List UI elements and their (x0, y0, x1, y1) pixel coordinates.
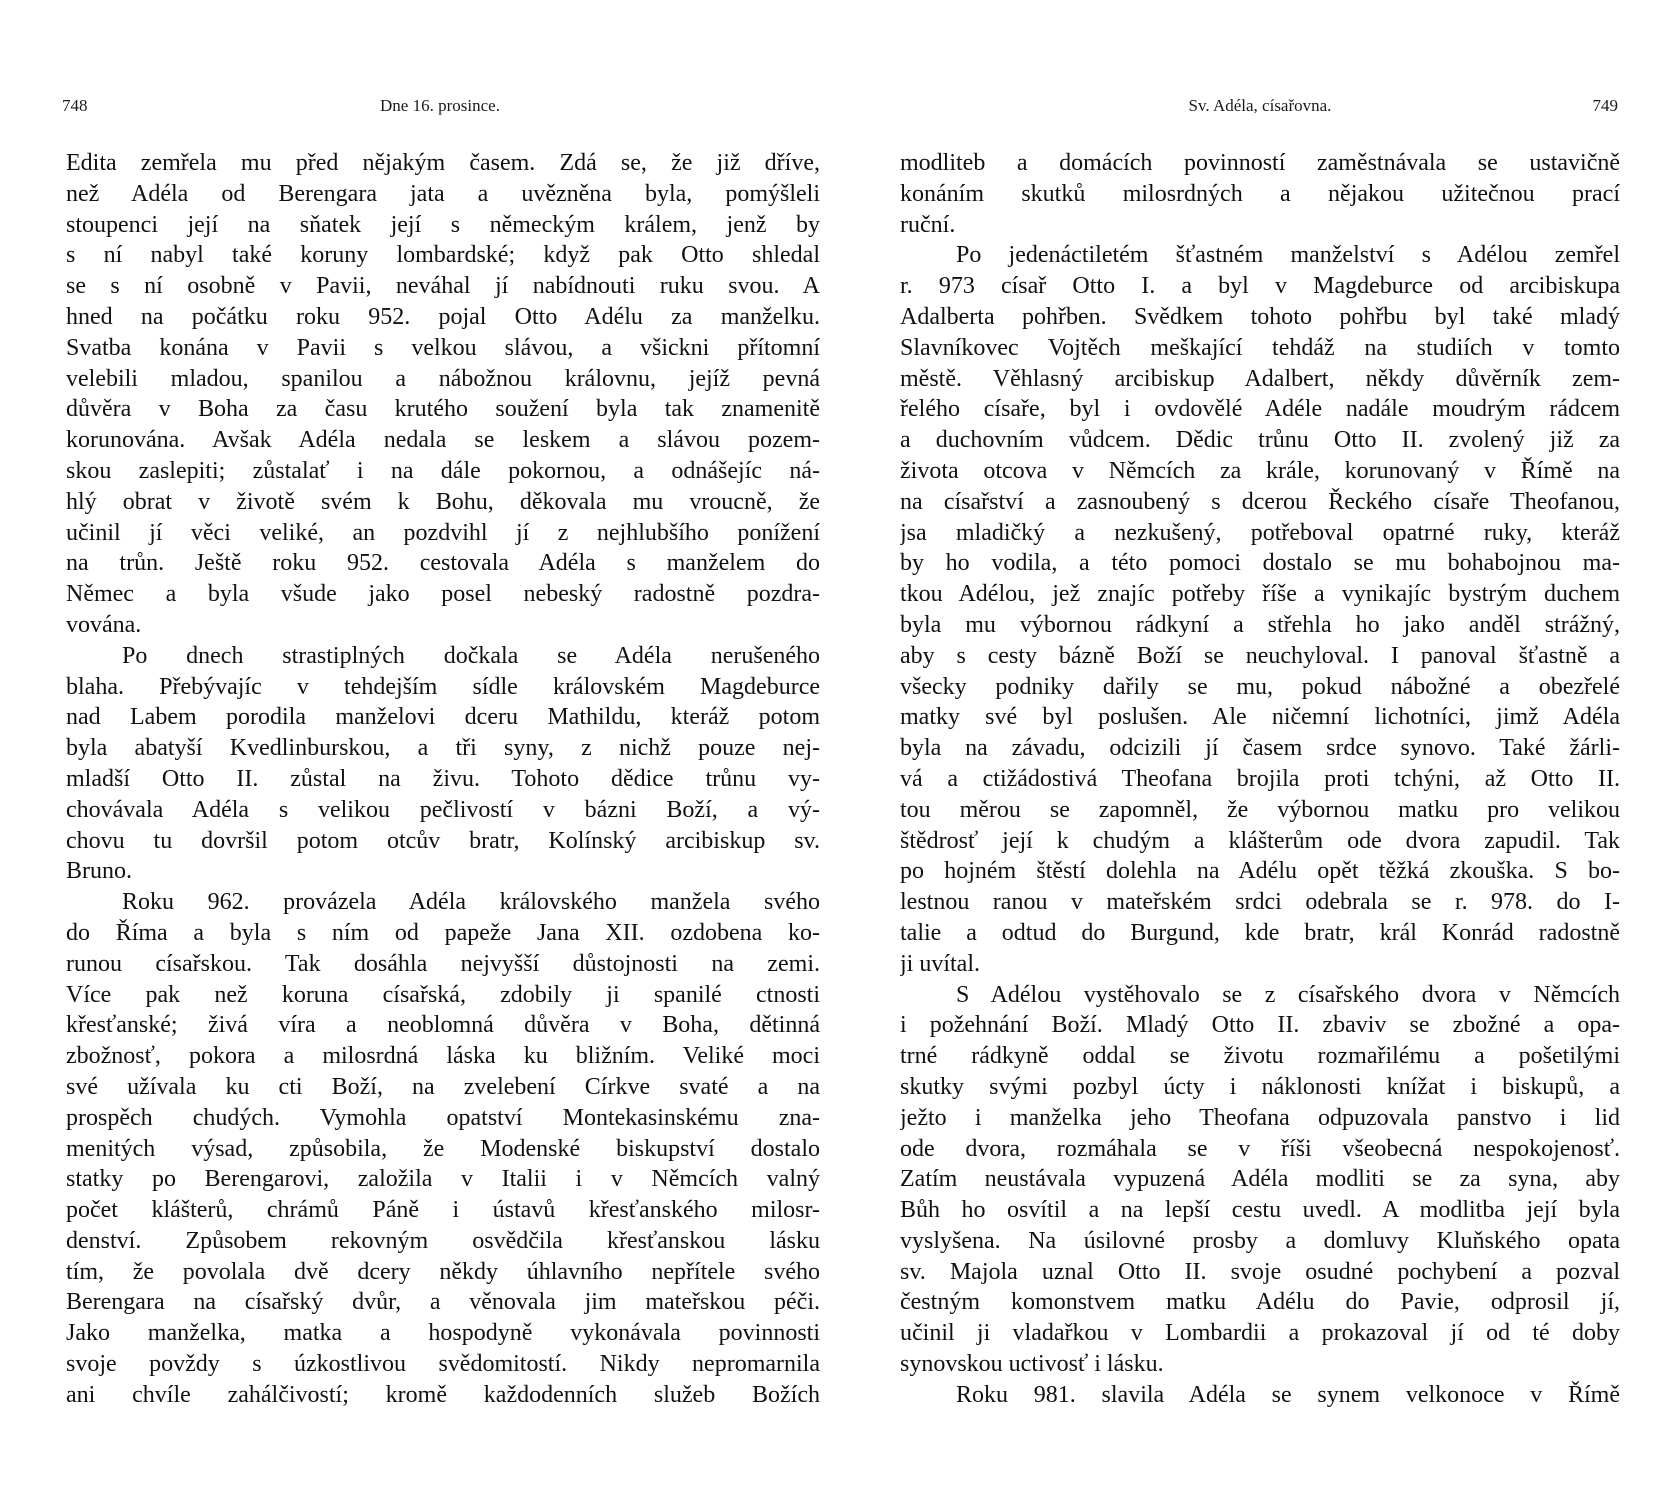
text-line: modliteb a domácích povinností zaměstnávala se ustavičně (900, 150, 1620, 176)
page-number-left: 748 (62, 96, 88, 115)
text-line: ode dvora, rozmáhala se v říši všeobecná nespokojenosť. (900, 1135, 1620, 1162)
text-line: synovskou uctivosť i lásku. (900, 1351, 1164, 1378)
text-line: sv. Majola uznal Otto II. svoje osudné pochybení a pozval (900, 1258, 1620, 1285)
text-line: byla abatyší Kvedlinburskou, a tři syny, z nichž pouze nej- (66, 735, 820, 762)
text-line: nad Labem porodila manželovi dceru Mathildu, kteráž potom (66, 704, 820, 731)
text-line: vá a ctižádostivá Theofana brojila proti tchýni, až Otto II. (900, 765, 1620, 792)
text-line: denství. Způsobem rekovným osvědčila křesťanskou lásku (66, 1227, 820, 1254)
text-line: r. 973 císař Otto I. a byl v Magdeburce od arcibiskupa (900, 273, 1620, 300)
text-line: čestným komonstvem matku Adélu do Pavie, odprosil jí, (900, 1289, 1620, 1316)
text-line: Jako manželka, matka a hospodyně vykonávala povinnosti (66, 1320, 820, 1347)
running-title-left: Dne 16. prosince. (380, 96, 500, 115)
text-line: skutky svými pozbyl úcty i náklonosti knížat i biskupů, a (900, 1073, 1620, 1100)
text-line: tkou Adélou, jež znajíc potřeby říše a vynikajíc bystrým duchem (900, 581, 1620, 608)
left-page-body (66, 148, 820, 1411)
text-line: lestnou ranou v mateřském srdci odebrala se r. 978. do I- (900, 889, 1620, 916)
text-line: tou měrou se zapomněl, že výbornou matku pro velikou (900, 796, 1620, 823)
text-line: života otcova v Němcích za krále, korunovaný v Římě na (900, 457, 1620, 484)
text-line: chovávala Adéla s velikou pečlivostí v bázni Boží, a vý- (66, 796, 820, 823)
left-page (60, 0, 820, 1500)
text-line: na trůn. Ještě roku 952. cestovala Adéla s manželem do (66, 550, 820, 577)
text-line: by ho vodila, a této pomoci dostalo se mu bohabojnou ma- (900, 550, 1620, 577)
text-line: ježto i manželka jeho Theofana odpuzovala panstvo i lid (900, 1104, 1620, 1131)
text-line: talie a odtud do Burgund, kde bratr, král Konrád radostně (900, 919, 1620, 946)
page-number-right: 749 (1592, 96, 1618, 115)
text-line: statky po Berengarovi, založila v Italii i v Němcích valný (66, 1166, 820, 1193)
text-line: štědrosť její k chudým a klášterům ode dvora zapudil. Tak (900, 827, 1620, 854)
text-line: konáním skutků milosrdných a nějakou užitečnou prací (900, 180, 1620, 207)
text-line: hlý obrat v životě svém k Bohu, děkovala mu vroucně, že (66, 488, 820, 515)
text-line: vována. (66, 611, 142, 638)
text-line: S Adélou vystěhovalo se z císařského dvora v Němcích (956, 981, 1620, 1008)
text-line: zbožnosť, pokora a milosrdná láska ku bližním. Veliké moci (66, 1043, 820, 1070)
text-line: než Adéla od Berengara jata a uvězněna byla, pomýšleli (66, 180, 820, 207)
text-line: s ní nabyl také koruny lombardské; když pak Otto shledal (66, 242, 820, 269)
text-line: aby s cesty bázně Boží se neuchyloval. I panoval šťastně a (900, 642, 1620, 669)
running-head-left (60, 96, 820, 120)
text-line: i požehnání Boží. Mladý Otto II. zbaviv se zbožné a opa- (900, 1012, 1620, 1039)
text-line: byla na závadu, odcizili jí časem srdce synovo. Také žárli- (900, 735, 1620, 762)
text-line: Bůh ho osvítil a na lepší cestu uvedl. A modlitba její byla (900, 1197, 1620, 1224)
text-line: ruční. (900, 211, 956, 238)
text-line: menitých výsad, způsobila, že Modenské biskupství dostalo (66, 1135, 820, 1162)
text-line: ji uvítal. (900, 950, 980, 977)
right-page (900, 0, 1620, 1500)
text-line: vyslyšena. Na úsilovné prosby a domluvy Kluňského opata (900, 1227, 1620, 1254)
text-line: matky své byl poslušen. Ale ničemní lichotníci, jimž Adéla (900, 704, 1620, 731)
text-line: se s ní osobně v Pavii, neváhal jí nabídnouti ruku svou. A (66, 273, 820, 300)
text-line: hned na počátku roku 952. pojal Otto Adélu za manželku. (66, 303, 820, 330)
text-line: svoje povždy s úzkostlivou svědomitostí. Nikdy nepromarnila (66, 1351, 820, 1378)
text-line: učinil ji vladařkou v Lombardii a prokazoval jí od té doby (900, 1320, 1620, 1347)
text-line: Slavníkovec Vojtěch meškající tehdáž na studiích v tomto (900, 334, 1620, 361)
text-line: důvěra v Boha za času krutého soužení byla tak znamenitě (66, 396, 820, 423)
text-line: a duchovním vůdcem. Dědic trůnu Otto II. zvolený již za (900, 427, 1620, 454)
text-line: stoupenci její na sňatek její s německým králem, jenž by (66, 211, 820, 238)
text-line: učinil jí věci veliké, an pozdvihl jí z nejhlubšího ponížení (66, 519, 820, 546)
text-line: po hojném štěstí dolehla na Adélu opět těžká zkouška. S bo- (900, 858, 1620, 885)
text-line: velebili mladou, spanilou a nábožnou královnu, jejíž pevná (66, 365, 820, 392)
text-line: tím, že povolala dvě dcery někdy úhlavního nepřítele svého (66, 1258, 820, 1285)
text-line: byla mu výbornou rádkyní a střehla ho jako anděl strážný, (900, 611, 1620, 638)
running-title-right: Sv. Adéla, císařovna. (1188, 96, 1332, 115)
text-line: chovu tu dovršil potom otcův bratr, Kolínský arcibiskup sv. (66, 827, 820, 854)
text-line: runou císařskou. Tak dosáhla nejvyšší důstojnosti na zemi. (66, 950, 820, 977)
text-line: Roku 962. provázela Adéla královského manžela svého (122, 889, 820, 916)
text-line: trné rádkyně oddal se životu rozmařilému a pošetilými (900, 1043, 1620, 1070)
text-line: počet klášterů, chrámů Páně i ústavů křesťanského milosr- (66, 1197, 820, 1224)
text-line: do Říma a byla s ním od papeže Jana XII. ozdobena ko- (66, 919, 820, 946)
text-line: Berengara na císařský dvůr, a věnovala jim mateřskou péči. (66, 1289, 820, 1316)
text-line: Svatba konána v Pavii s velkou slávou, a všickni přítomní (66, 334, 820, 361)
text-line: městě. Věhlasný arcibiskup Adalbert, někdy důvěrník zem- (900, 365, 1620, 392)
text-line: mladší Otto II. zůstal na živu. Tohoto dědice trůnu vy- (66, 765, 820, 792)
text-line: Po jedenáctiletém šťastném manželství s Adélou zemřel (956, 242, 1620, 269)
text-line: Více pak než koruna císařská, zdobily ji spanilé ctnosti (66, 981, 820, 1008)
text-line: Zatím neustávala vypuzená Adéla modliti se za syna, aby (900, 1166, 1620, 1193)
text-line: řelého císaře, byl i ovdovělé Adéle nadále moudrým rádcem (900, 396, 1620, 423)
text-line: ani chvíle zahálčivostí; kromě každodenních služeb Božích (66, 1381, 820, 1408)
text-line: své užívala ku cti Boží, na zvelebení Církve svaté a na (66, 1073, 820, 1100)
text-line: skou zaslepiti; zůstalať i na dále pokornou, a odnášejíc ná- (66, 457, 820, 484)
right-page-body (900, 148, 1620, 1411)
text-line: Bruno. (66, 858, 132, 885)
text-line: křesťanské; živá víra a neoblomná důvěra v Boha, dětinná (66, 1012, 820, 1039)
text-line: na císařství a zasnoubený s dcerou Řeckého císaře Theofanou, (900, 488, 1620, 515)
text-line: blaha. Přebývajíc v tehdejším sídle královském Magdeburce (66, 673, 820, 700)
text-line: Edita zemřela mu před nějakým časem. Zdá se, že již dříve, (66, 150, 820, 176)
text-line: Po dnech strastiplných dočkala se Adéla nerušeného (122, 642, 820, 669)
text-line: prospěch chudých. Vymohla opatství Montekasinskému zna- (66, 1104, 820, 1131)
text-line: jsa mladičký a nezkušený, potřeboval opatrné ruky, kteráž (900, 519, 1620, 546)
text-line: Němec a byla všude jako posel nebeský radostně pozdra- (66, 581, 820, 608)
text-line: Adalberta pohřben. Svědkem tohoto pohřbu byl také mladý (900, 303, 1620, 330)
text-line: korunována. Avšak Adéla nedala se leskem a slávou pozem- (66, 427, 820, 454)
running-head-right (900, 96, 1620, 120)
text-line: všecky podniky dařily se mu, pokud nábožné a obezřelé (900, 673, 1620, 700)
text-line: Roku 981. slavila Adéla se synem velkonoce v Římě (956, 1381, 1620, 1408)
